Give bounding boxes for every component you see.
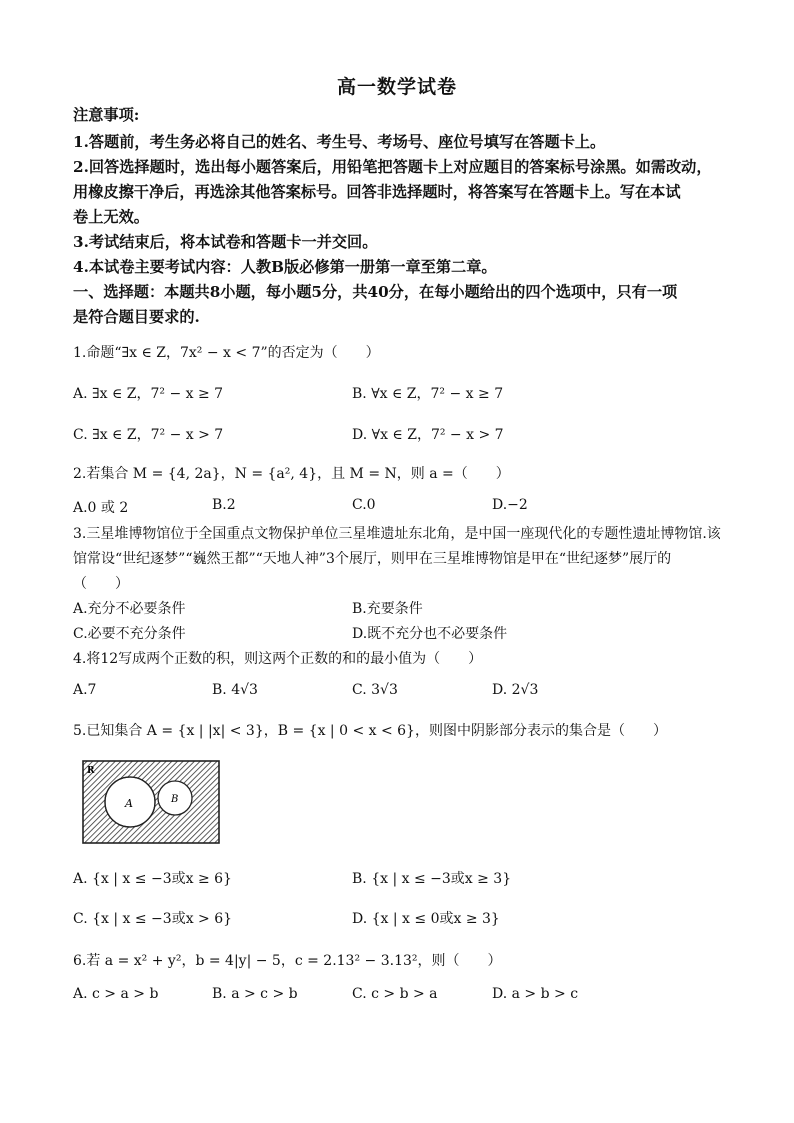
question-2-option-b: B.2: [212, 497, 236, 513]
question-6-option-c: C. c > b > a: [352, 986, 438, 1002]
question-1-option-a: A. ∃x ∈ Z，7² − x ≥ 7: [73, 386, 224, 402]
question-2-option-d: D.−2: [492, 497, 528, 513]
set-b-label: B: [171, 794, 179, 805]
question-5-option-b: B. {x | x ≤ −3或x ≥ 3}: [352, 871, 512, 887]
section-1-heading-line-2: 是符合题目要求的.: [73, 308, 200, 326]
question-3-option-c: C.必要不充分条件: [73, 626, 186, 642]
question-6-stem: 6.若 a = x² + y²，b = 4|y| − 5，c = 2.13² − 3.13²，则（ ）: [73, 953, 502, 969]
set-a-label: A: [125, 797, 133, 810]
notice-heading: 注意事项:: [73, 106, 140, 124]
question-4-stem: 4.将12写成两个正数的积，则这两个正数的和的最小值为（ ）: [73, 651, 483, 667]
section-1-heading-line-1: 一、选择题：本题共8小题，每小题5分，共40分，在每小题给出的四个选项中，只有一项: [73, 283, 678, 301]
question-6-option-a: A. c > a > b: [73, 986, 159, 1002]
universal-set-label: R: [87, 766, 95, 776]
question-3-stem-line-2: 馆常设“世纪逐梦”“巍然王都”“天地人神”3个展厅，则甲在三星堆博物馆是甲在“世纪逐梦”展厅的: [73, 551, 672, 567]
question-4-option-a: A.7: [73, 682, 97, 698]
question-5-option-a: A. {x | x ≤ −3或x ≥ 6}: [73, 871, 232, 887]
question-3-option-d: D.既不充分也不必要条件: [352, 626, 508, 642]
question-5-stem: 5.已知集合 A = {x | |x| < 3}，B = {x | 0 < x < 6}，则图中阴影部分表示的集合是（ ）: [73, 723, 667, 739]
notice-item-2-line-2: 用橡皮擦干净后，再选涂其他答案标号。回答非选择题时，将答案写在答题卡上。写在本试: [73, 183, 681, 201]
question-3-option-b: B.充要条件: [352, 601, 423, 617]
question-1-stem: 1.命题“∃x ∈ Z，7x² − x < 7”的否定为（ ）: [73, 345, 380, 361]
question-1-option-d: D. ∀x ∈ Z，7² − x > 7: [352, 427, 504, 443]
question-1-option-c: C. ∃x ∈ Z，7² − x > 7: [73, 427, 224, 443]
notice-item-2-line-1: 2.回答选择题时，选出每小题答案后，用铅笔把答题卡上对应题目的答案标号涂黑。如需改动，: [73, 158, 712, 176]
question-3-stem-line-1: 3.三星堆博物馆位于全国重点文物保护单位三星堆遗址东北角，是中国一座现代化的专题性遗址博物馆.该: [73, 526, 721, 542]
question-1-option-b: B. ∀x ∈ Z，7² − x ≥ 7: [352, 386, 504, 402]
question-3-option-a: A.充分不必要条件: [73, 601, 186, 617]
venn-diagram: [82, 760, 220, 844]
question-2-stem: 2.若集合 M = {4, 2a}，N = {a², 4}，且 M = N，则 a =（ ）: [73, 466, 510, 482]
page-title: 高一数学试卷: [336, 76, 457, 98]
notice-item-4: 4.本试卷主要考试内容：人教B版必修第一册第一章至第二章。: [73, 258, 497, 276]
question-6-option-d: D. a > b > c: [492, 986, 579, 1002]
question-2-option-a: A.0 或 2: [73, 500, 129, 516]
question-6-option-b: B. a > c > b: [212, 986, 298, 1002]
question-3-stem-line-3: （ ）: [73, 576, 129, 592]
question-4-option-c: C. 3√3: [352, 682, 398, 698]
notice-item-1: 1.答题前，考生务必将自己的姓名、考生号、考场号、座位号填写在答题卡上。: [73, 133, 606, 151]
notice-item-2-line-3: 卷上无效。: [73, 208, 149, 226]
notice-item-3: 3.考试结束后，将本试卷和答题卡一并交回。: [73, 233, 378, 251]
question-2-option-c: C.0: [352, 497, 376, 513]
question-4-option-d: D. 2√3: [492, 682, 539, 698]
question-5-option-c: C. {x | x ≤ −3或x > 6}: [73, 911, 233, 927]
question-5-option-d: D. {x | x ≤ 0或x ≥ 3}: [352, 911, 500, 927]
question-4-option-b: B. 4√3: [212, 682, 258, 698]
